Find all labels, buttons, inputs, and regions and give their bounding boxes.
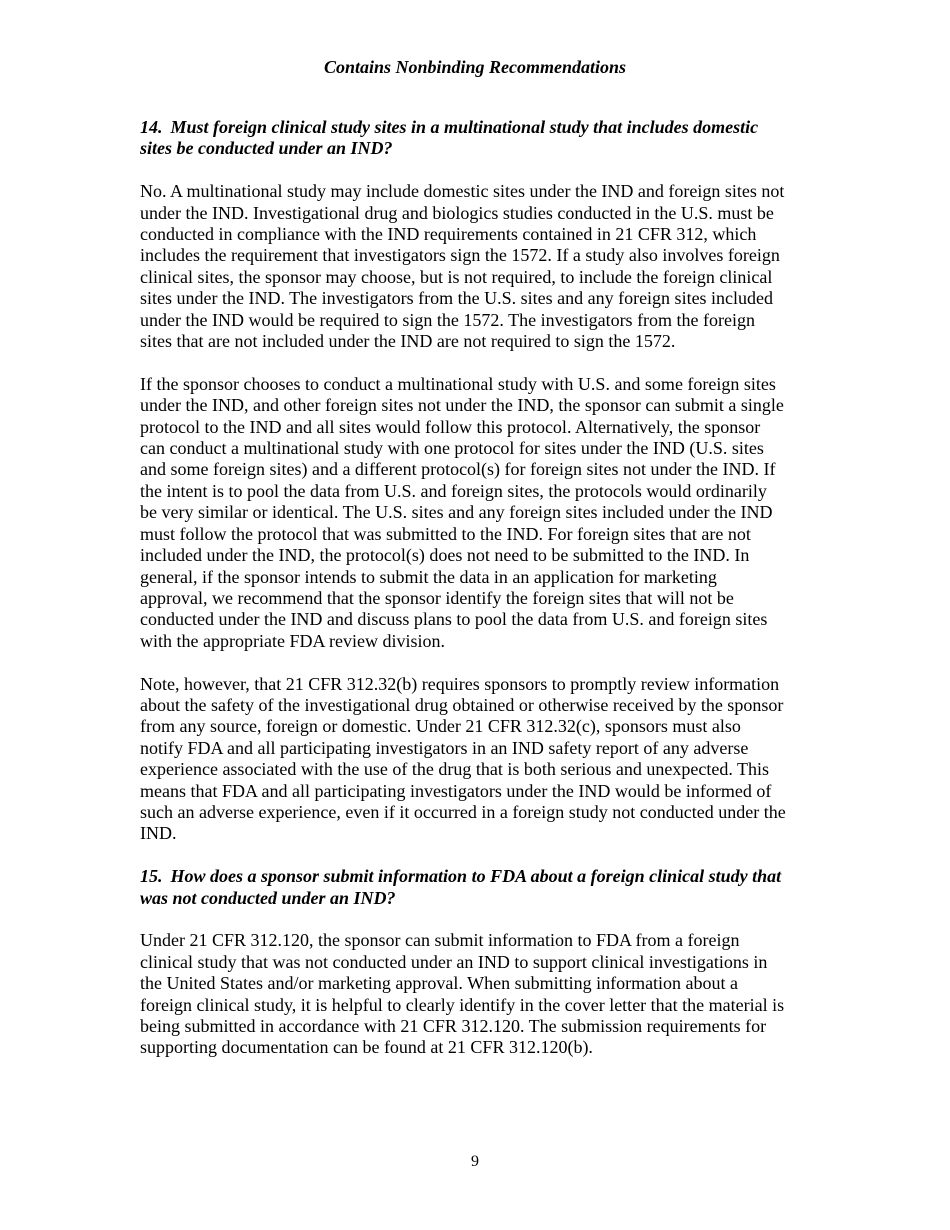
question-14-paragraph-1 xyxy=(140,181,812,352)
question-14-number: 14. xyxy=(140,117,163,137)
paragraph-line: must follow the protocol that was submitted to the IND. For foreign sites that are not xyxy=(140,523,751,544)
paragraph-line: under the IND would be required to sign the 1572. The investigators from the foreign xyxy=(140,309,756,330)
question-15-heading-line-2: was not conducted under an IND? xyxy=(140,887,396,908)
question-14-heading-text-1: Must foreign clinical study sites in a multinational study that includes domestic xyxy=(170,117,759,137)
paragraph-line: protocol to the IND and all sites would follow this protocol. Alternatively, the sponsor xyxy=(140,416,761,437)
paragraph-line: be very similar or identical. The U.S. sites and any foreign sites included under the IND xyxy=(140,502,773,523)
paragraph-line: being submitted in accordance with 21 CFR 312.120. The submission requirements for xyxy=(140,1015,767,1036)
question-14-heading-line-1 xyxy=(140,117,812,138)
paragraph-line: about the safety of the investigational drug obtained or otherwise received by the sponsor xyxy=(140,694,784,715)
question-15-heading-text-1: How does a sponsor submit information to FDA about a foreign clinical study that xyxy=(170,866,782,887)
question-14-paragraph-3 xyxy=(140,674,812,845)
page-header: Contains Nonbinding Recommendations xyxy=(323,57,627,77)
question-14-heading xyxy=(140,117,812,160)
paragraph-line: conducted in compliance with the IND requirements contained in 21 CFR 312, which xyxy=(140,224,757,245)
paragraph-line: IND. xyxy=(140,823,177,844)
paragraph-line: the intent is to pool the data from U.S. and foreign sites, the protocols would ordinarily xyxy=(140,480,767,501)
question-15-heading-line-1 xyxy=(140,866,812,887)
paragraph-line: Under 21 CFR 312.120, the sponsor can submit information to FDA from a foreign xyxy=(140,930,740,951)
question-15-paragraph-1 xyxy=(140,930,812,1058)
paragraph-line: No. A multinational study may include domestic sites under the IND and foreign sites not xyxy=(140,181,785,202)
page-number: 9 xyxy=(471,1153,479,1170)
paragraph-line: supporting documentation can be found at 21 CFR 312.120(b). xyxy=(140,1037,593,1058)
question-15-number: 15. xyxy=(140,866,163,887)
paragraph-line: under the IND, and other foreign sites not under the IND, the sponsor can submit a single xyxy=(140,395,784,416)
paragraph-line: included under the IND, the protocol(s) does not need to be submitted to the IND. In xyxy=(140,545,750,566)
paragraph-line: If the sponsor chooses to conduct a multinational study with U.S. and some foreign sites xyxy=(140,373,776,394)
paragraph-line: approval, we recommend that the sponsor identify the foreign sites that will not be xyxy=(140,587,734,608)
paragraph-line: the United States and/or marketing approval. When submitting information about a xyxy=(140,973,739,994)
paragraph-line: conducted under the IND and discuss plans to pool the data from U.S. and foreign sites xyxy=(140,609,768,630)
paragraph-line: Note, however, that 21 CFR 312.32(b) requires sponsors to promptly review information xyxy=(140,673,780,694)
paragraph-line: experience associated with the use of the drug that is both serious and unexpected. This xyxy=(140,759,769,780)
paragraph-line: and some foreign sites) and a different protocol(s) for foreign sites not under the IND. If xyxy=(140,459,776,480)
question-14-paragraph-2 xyxy=(140,374,812,652)
paragraph-line: sites that are not included under the IND are not required to sign the 1572. xyxy=(140,331,676,352)
paragraph-line: includes the requirement that investigators sign the 1572. If a study also involves foreign xyxy=(140,245,780,266)
document-body xyxy=(140,117,812,1080)
paragraph-line: such an adverse experience, even if it occurred in a foreign study not conducted under the xyxy=(140,801,786,822)
paragraph-line: under the IND. Investigational drug and biologics studies conducted in the U.S. must be xyxy=(140,202,774,223)
question-14-heading-line-2: sites be conducted under an IND? xyxy=(140,138,393,159)
paragraph-line: general, if the sponsor intends to submit the data in an application for marketing xyxy=(140,566,717,587)
paragraph-line: foreign clinical study, it is helpful to clearly identify in the cover letter that the material is xyxy=(140,994,785,1015)
paragraph-line: with the appropriate FDA review division. xyxy=(140,630,445,651)
paragraph-line: means that FDA and all participating investigators under the IND would be informed of xyxy=(140,780,772,801)
question-15-heading xyxy=(140,866,812,909)
paragraph-line: can conduct a multinational study with one protocol for sites under the IND (U.S. sites xyxy=(140,438,764,459)
paragraph-line: clinical study that was not conducted under an IND to support clinical investigations in xyxy=(140,951,768,972)
paragraph-line: clinical sites, the sponsor may choose, but is not required, to include the foreign clinical xyxy=(140,266,773,287)
paragraph-line: sites under the IND. The investigators from the U.S. sites and any foreign sites included xyxy=(140,288,774,309)
paragraph-line: from any source, foreign or domestic. Under 21 CFR 312.32(c), sponsors must also xyxy=(140,716,741,737)
paragraph-line: notify FDA and all participating investigators in an IND safety report of any adverse xyxy=(140,737,749,758)
